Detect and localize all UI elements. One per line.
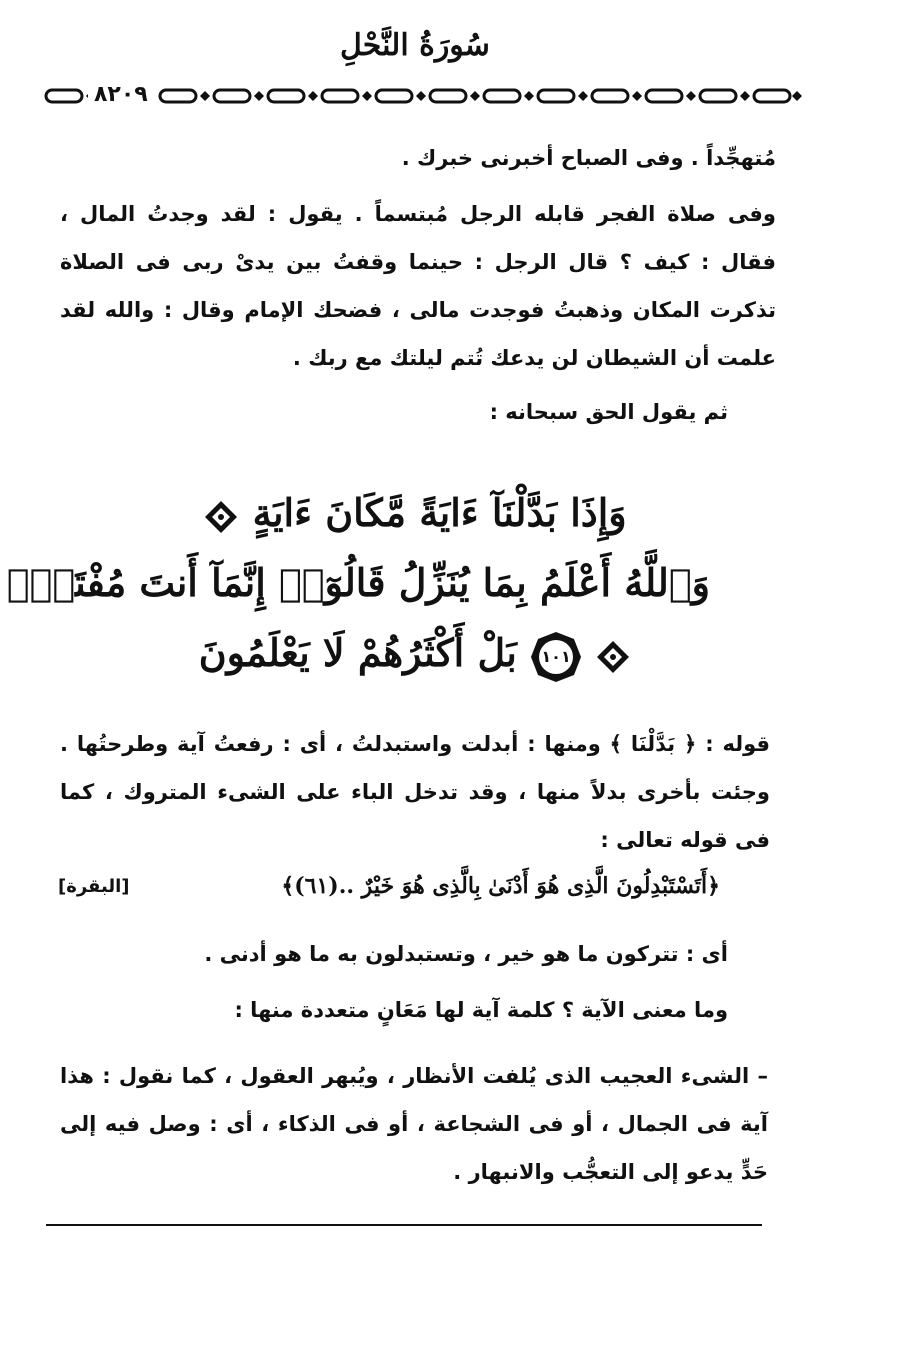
page-number: ٨٢٠٩: [88, 80, 154, 110]
quoted-verse-reference: [البقرة]: [58, 876, 130, 897]
paragraph-3: ثم يقول الحق سبحانه :: [489, 400, 728, 424]
quran-verse-block: [6, 478, 710, 688]
paragraph-6: وما معنى الآية ؟ كلمة آية لها مَعَانٍ متعددة منها :: [234, 998, 728, 1022]
paragraph-4: قوله : ﴿ بَدَّلْنَا ﴾ ومنها : أبدلت واستبدلتُ ، أى : رفعتُ آية وطرحتُها . وجئت بأخرى بدلاً منها ، وقد تدخل الباء على الشىء المتروك ، كما فى قوله تعالى :: [60, 732, 770, 852]
paragraph-7: – الشىء العجيب الذى يُلفت الأنظار ، ويُبهر العقول ، كما نقول : هذا آية فى الجمال ، أو فى الشجاعة ، أو فى الذكاء ، أى : وصل فيه إلى حَدٍّ يدعو إلى التعجُّب والانبهار .: [60, 1064, 768, 1184]
paragraph-1: مُتهجِّداً . وفى الصباح أخبرنى خبرك .: [401, 146, 776, 170]
footer-divider: [46, 1224, 762, 1226]
verse-number-frame-icon: [530, 631, 582, 683]
verse-line-3-text: بَلْ أَكْثَرُهُمْ لَا يَعْلَمُونَ: [198, 630, 517, 675]
verse-line-3: [120, 618, 710, 688]
verse-ornament-icon: [203, 499, 239, 535]
paragraph-2: وفى صلاة الفجر قابله الرجل مُبتسماً . يقول : لقد وجدتُ المال ، فقال : كيف ؟ قال الرجل : حينما وقفتُ بين يدىْ ربى فى الصلاة تذكرت المكان وذهبتُ فوجدت مالى ، فضحك الإمام وقال : والله لقد علمت أن الشيطان لن يدعك تُتم ليلتك مع ربك .: [60, 202, 776, 370]
surah-title: سُورَةُ النَّحْلِ: [340, 28, 490, 63]
verse-line-2: وَٱللَّهُ أَعْلَمُ بِمَا يُنَزِّلُ قَالُوٓا۟ إِنَّمَآ أَنتَ مُفْتَرٍۭ: [6, 560, 710, 605]
verse-number: ١٠١: [541, 646, 571, 666]
chain-ornament-icon: [44, 84, 804, 108]
verse-line-1-text: وَإِذَا بَدَّلْنَآ ءَايَةً مَّكَانَ ءَايَةٍ: [252, 490, 627, 535]
verse-line-1: [120, 478, 710, 548]
paragraph-5: أى : تتركون ما هو خير ، وتستبدلون به ما هو أدنى .: [204, 942, 728, 966]
verse-ornament-icon: [595, 639, 631, 675]
quoted-verse: ﴿أَتَسْتَبْدِلُونَ الَّذِى هُوَ أَدْنَىٰ بِالَّذِى هُوَ خَيْرٌ ..(٦١)﴾: [281, 873, 720, 899]
